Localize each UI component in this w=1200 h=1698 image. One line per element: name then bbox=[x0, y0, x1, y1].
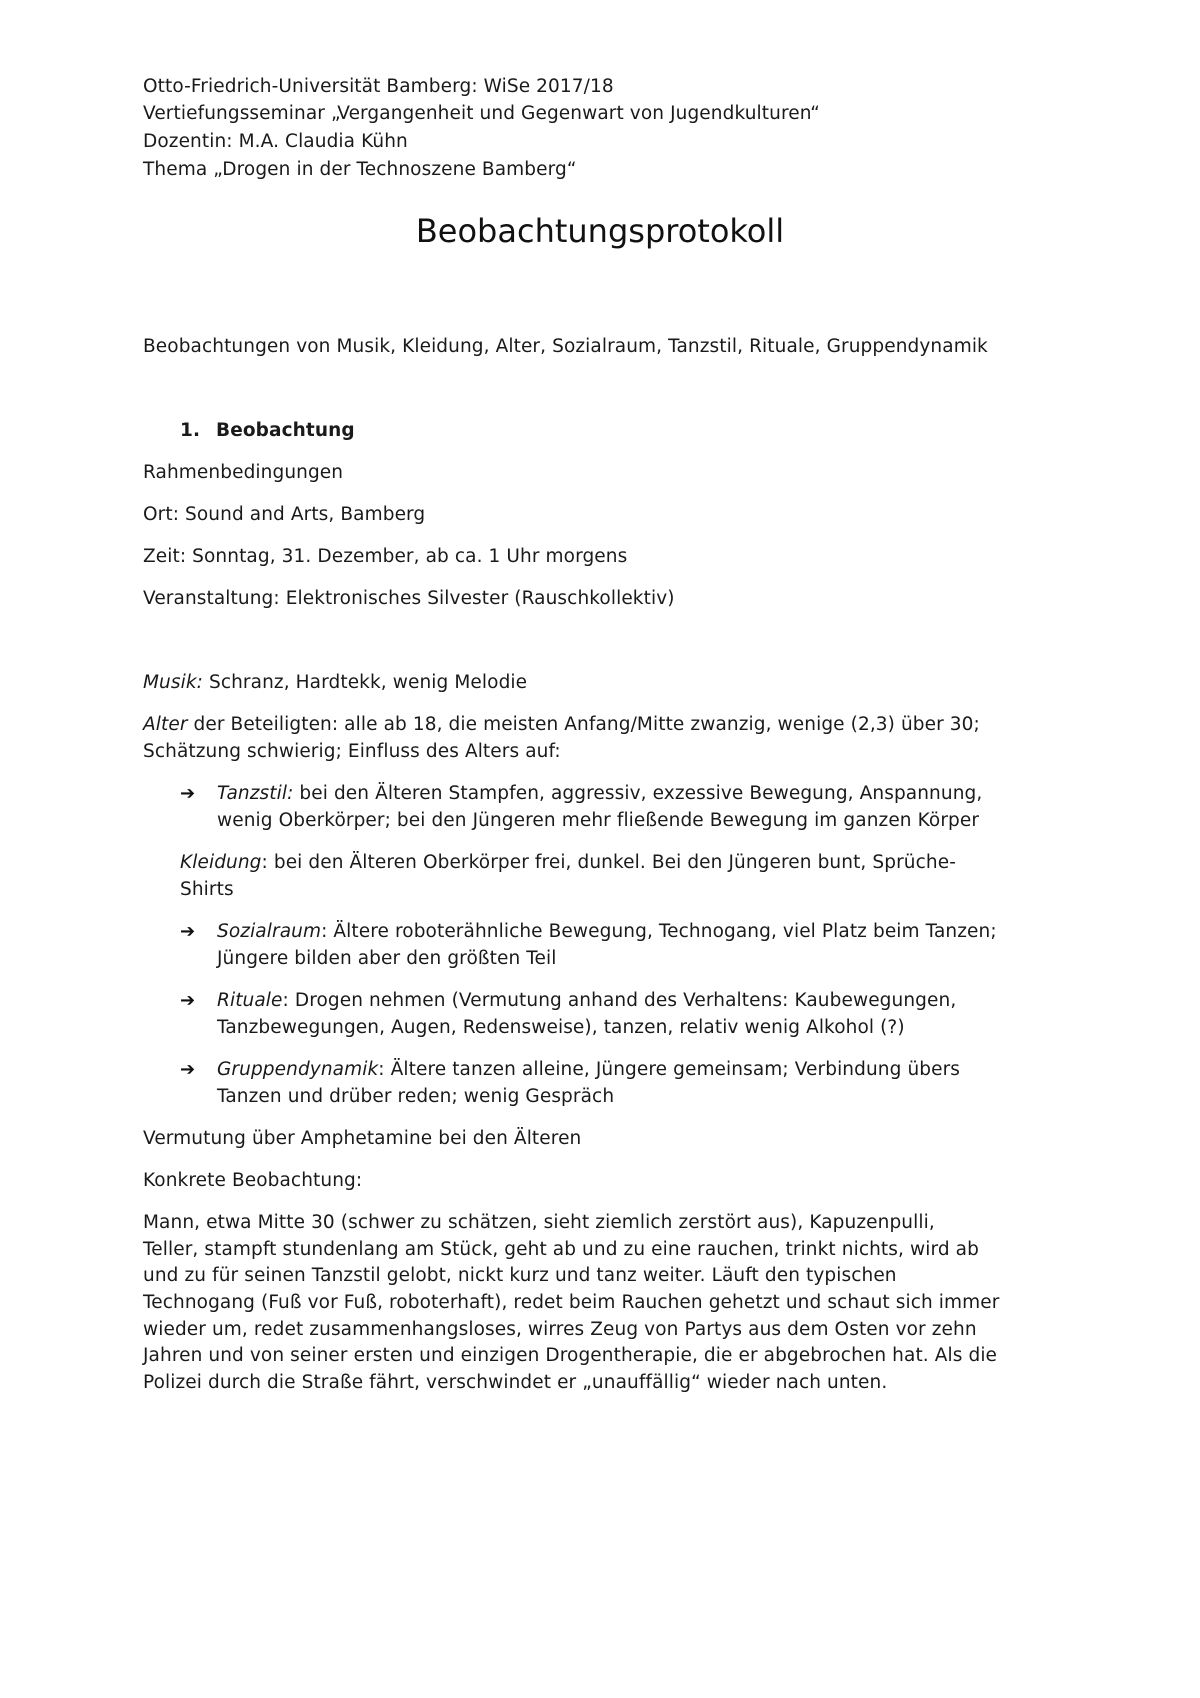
sozialraum-line-1 bbox=[217, 919, 997, 945]
konkret-line: Jahren und von seiner ersten und einzigen Drogentherapie, die er abgebrochen hat. Als die bbox=[143, 1345, 998, 1366]
rituale-line-1 bbox=[217, 988, 956, 1014]
konkret-line: Technogang (Fuß vor Fuß, roboterhaft), redet beim Rauchen gehetzt und schaut sich immer bbox=[143, 1292, 1000, 1313]
alter-line-1 bbox=[143, 712, 980, 738]
bullet-arrow-icon: ➔ bbox=[180, 1059, 196, 1080]
document-title: Beobachtungsprotokoll bbox=[415, 212, 785, 250]
rahmen-ort: Ort: Sound and Arts, Bamberg bbox=[143, 504, 426, 525]
musik-text: Schranz, Hardtekk, wenig Melodie bbox=[203, 672, 528, 693]
alter-label: Alter bbox=[143, 714, 188, 735]
gruppendynamik-label: Gruppendynamik bbox=[217, 1059, 379, 1080]
sozialraum-label: Sozialraum bbox=[217, 921, 322, 942]
konkret-label: Konkrete Beobachtung: bbox=[143, 1170, 363, 1191]
konkret-line: Mann, etwa Mitte 30 (schwer zu schätzen, sieht ziemlich zerstört aus), Kapuzenpulli, bbox=[143, 1212, 935, 1233]
header-lecturer: Dozentin: M.A. Claudia Kühn bbox=[143, 131, 408, 152]
rituale-line-2: Tanzbewegungen, Augen, Redensweise), tanzen, relativ wenig Alkohol (?) bbox=[217, 1017, 905, 1038]
konkret-line: wieder um, redet zusammenhangsloses, wirres Zeug von Partys aus dem Osten vor zehn bbox=[143, 1319, 977, 1340]
gruppendynamik-line-2: Tanzen und drüber reden; wenig Gespräch bbox=[217, 1086, 615, 1107]
rituale-text-1: : Drogen nehmen (Vermutung anhand des Verhaltens: Kaubewegungen, bbox=[282, 990, 957, 1011]
rahmen-zeit: Zeit: Sonntag, 31. Dezember, ab ca. 1 Uhr morgens bbox=[143, 546, 628, 567]
tanzstil-text-1: bei den Älteren Stampfen, aggressiv, exzessive Bewegung, Anspannung, bbox=[293, 783, 983, 804]
kleidung-line-2: Shirts bbox=[180, 879, 234, 900]
header-seminar: Vertiefungsseminar „Vergangenheit und Gegenwart von Jugendkulturen“ bbox=[143, 103, 820, 124]
header-university: Otto-Friedrich-Universität Bamberg: WiSe 2017/18 bbox=[143, 76, 614, 97]
tanzstil-line-2: wenig Oberkörper; bei den Jüngeren mehr fließende Bewegung im ganzen Körper bbox=[217, 810, 980, 831]
kleidung-label: Kleidung bbox=[180, 852, 262, 873]
gruppendynamik-line-1 bbox=[217, 1057, 960, 1083]
tanzstil-label: Tanzstil: bbox=[217, 783, 294, 804]
konkret-line: und zu für seinen Tanzstil gelobt, nickt kurz und tanz weiter. Läuft den typischen bbox=[143, 1265, 897, 1286]
intro-line: Beobachtungen von Musik, Kleidung, Alter, Sozialraum, Tanzstil, Rituale, Gruppendynamik bbox=[143, 336, 988, 357]
musik-label: Musik: bbox=[143, 672, 204, 693]
bullet-arrow-icon: ➔ bbox=[180, 783, 196, 804]
section-number: 1. bbox=[180, 420, 201, 441]
sozialraum-line-2: Jüngere bilden aber den größten Teil bbox=[217, 948, 557, 969]
musik-line bbox=[143, 670, 527, 696]
kleidung-line-1 bbox=[180, 850, 956, 876]
section-heading: Beobachtung bbox=[216, 420, 355, 441]
header-topic: Thema „Drogen in der Technoszene Bamberg“ bbox=[143, 159, 577, 180]
rituale-label: Rituale bbox=[217, 990, 283, 1011]
alter-text-1: der Beteiligten: alle ab 18, die meisten Anfang/Mitte zwanzig, wenige (2,3) über 30; bbox=[187, 714, 980, 735]
bullet-arrow-icon: ➔ bbox=[180, 990, 196, 1011]
vermutung-line: Vermutung über Amphetamine bei den Älteren bbox=[143, 1128, 582, 1149]
rahmen-veranstaltung: Veranstaltung: Elektronisches Silvester (Rauschkollektiv) bbox=[143, 588, 675, 609]
tanzstil-line-1 bbox=[217, 781, 982, 807]
alter-line-2: Schätzung schwierig; Einfluss des Alters auf: bbox=[143, 741, 561, 762]
kleidung-text-1: : bei den Älteren Oberkörper frei, dunkel. Bei den Jüngeren bunt, Sprüche- bbox=[261, 852, 956, 873]
gruppendynamik-text-1: : Ältere tanzen alleine, Jüngere gemeinsam; Verbindung übers bbox=[378, 1059, 961, 1080]
sozialraum-text-1: : Ältere roboterähnliche Bewegung, Technogang, viel Platz beim Tanzen; bbox=[321, 921, 997, 942]
konkret-line: Polizei durch die Straße fährt, verschwindet er „unauffällig“ wieder nach unten. bbox=[143, 1372, 888, 1393]
konkret-line: Teller, stampft stundenlang am Stück, geht ab und zu eine rauchen, trinkt nichts, wird ab bbox=[143, 1239, 979, 1260]
bullet-arrow-icon: ➔ bbox=[180, 921, 196, 942]
rahmen-label: Rahmenbedingungen bbox=[143, 462, 344, 483]
